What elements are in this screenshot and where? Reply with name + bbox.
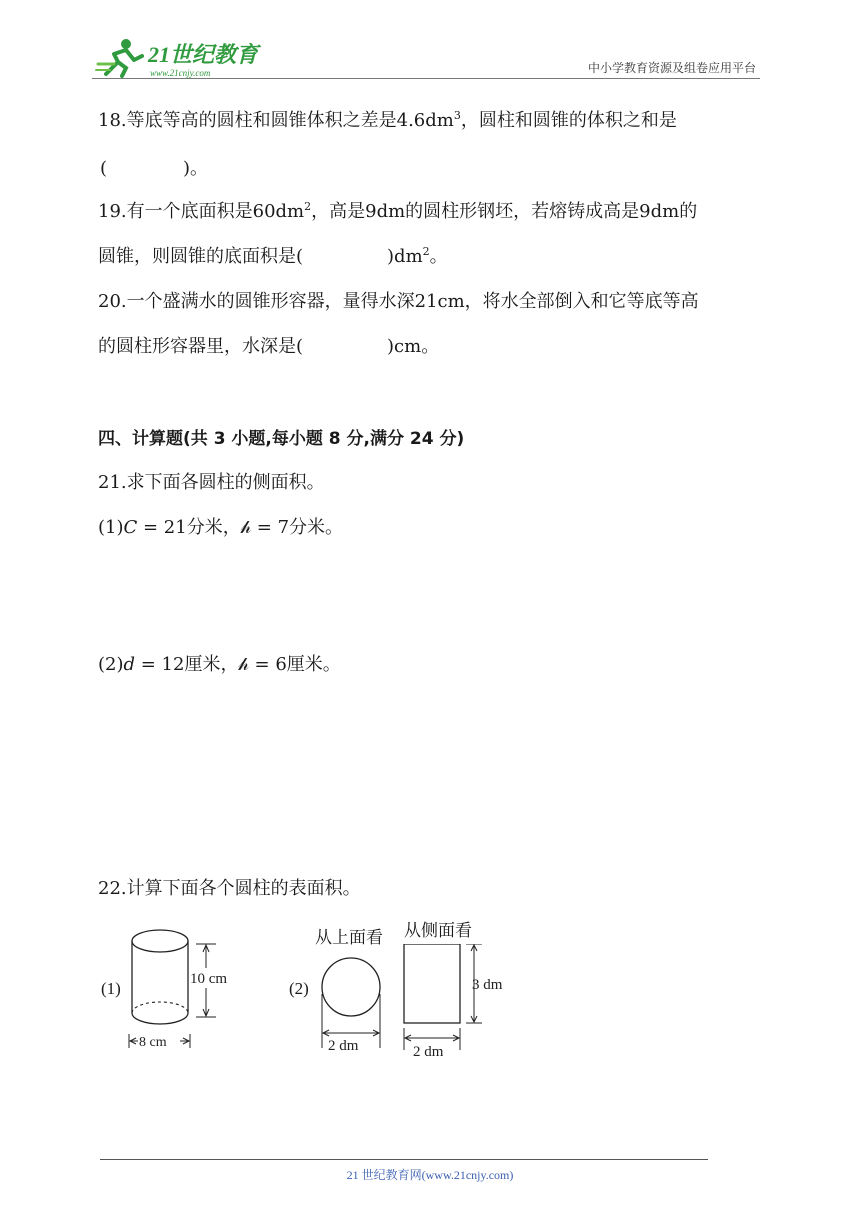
runner-icon bbox=[92, 34, 272, 80]
q19-line2: 圆锥，则圆锥的底面积是( )$dm^2$。 bbox=[98, 245, 448, 267]
logo-title: 21世纪教育 bbox=[148, 42, 259, 67]
q18-line2: ( )。 bbox=[100, 158, 209, 179]
fig1-diameter-label: 8 cm bbox=[139, 1035, 167, 1050]
views-figure bbox=[310, 944, 520, 1062]
header-platform-name: 中小学教育资源及组卷应用平台 bbox=[587, 61, 756, 75]
fig1-height-label: 10 cm bbox=[190, 971, 228, 987]
fig1-label: (1) bbox=[101, 979, 121, 998]
circle-width-label: 2 dm bbox=[328, 1038, 359, 1054]
q19-line1: 19.有一个底面积是$60dm^2$，高是9dm的圆柱形钢坯，若熔铸成高是9dm的 bbox=[98, 200, 698, 222]
site-logo bbox=[92, 34, 272, 80]
top-view-caption: 从上面看 bbox=[315, 928, 383, 948]
rect-width-label: 2 dm bbox=[413, 1044, 444, 1060]
logo-url: www.21cnjy.com bbox=[150, 68, 211, 78]
fig2-label: (2) bbox=[289, 979, 309, 998]
side-view-caption: 从侧面看 bbox=[404, 921, 472, 941]
q21-title: 21.求下面各圆柱的侧面积。 bbox=[98, 472, 325, 493]
q20-line2: 的圆柱形容器里，水深是( )cm。 bbox=[98, 336, 440, 357]
header-divider bbox=[92, 78, 760, 79]
cylinder-figure bbox=[120, 922, 250, 1054]
q18-line1: 18.等底等高的圆柱和圆锥体积之差是$4.6dm^3$，圆柱和圆锥的体积之和是 bbox=[98, 109, 677, 131]
footer-divider bbox=[100, 1159, 708, 1160]
q20-line1: 20.一个盛满水的圆锥形容器，量得水深21cm，将水全部倒入和它等底等高 bbox=[98, 291, 699, 312]
q21-part1: (1)𝐶 = 21分米，𝒽 = 7分米。 bbox=[98, 517, 344, 538]
rect-height-label: 3 dm bbox=[472, 977, 503, 993]
section-heading: 四、计算题(共 3 小题,每小题 8 分,满分 24 分) bbox=[98, 429, 465, 449]
q21-part2: (2)𝑑 = 12厘米，𝒽 = 6厘米。 bbox=[98, 654, 341, 675]
q22-title: 22.计算下面各个圆柱的表面积。 bbox=[98, 878, 361, 899]
footer-link[interactable]: 21 世纪教育网(www.21cnjy.com) bbox=[346, 1168, 514, 1182]
